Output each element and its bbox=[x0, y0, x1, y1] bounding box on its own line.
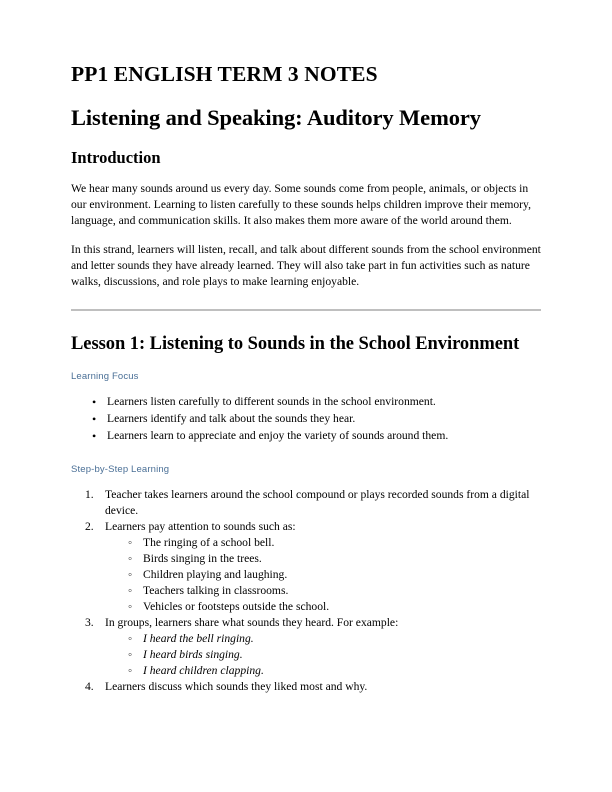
list-item: • Learners identify and talk about the sounds they hear. bbox=[71, 411, 541, 427]
step-item bbox=[71, 487, 541, 519]
step-text: In groups, learners share what sounds they heard. For example: bbox=[105, 616, 399, 630]
learning-focus-label: Learning Focus bbox=[71, 371, 139, 383]
step-item bbox=[71, 615, 541, 679]
document-subtitle: Listening and Speaking: Auditory Memory bbox=[71, 104, 481, 130]
step-item bbox=[71, 519, 541, 615]
step-text: Learners pay attention to sounds such as: bbox=[105, 520, 296, 534]
sub-list-item: ◦ I heard children clapping. bbox=[105, 663, 541, 679]
sub-list-item: ◦ The ringing of a school bell. bbox=[105, 535, 541, 551]
step-text: Teacher takes learners around the school compound or plays recorded sounds from a digital device. bbox=[105, 488, 530, 518]
sub-list-item: ◦ Children playing and laughing. bbox=[105, 567, 541, 583]
list-item: • Learners listen carefully to different sounds in the school environment. bbox=[71, 394, 541, 410]
step-sublist-examples bbox=[105, 631, 541, 679]
step-by-step-label: Step-by-Step Learning bbox=[71, 464, 170, 476]
step-item bbox=[71, 679, 541, 695]
sub-list-item: ◦ I heard birds singing. bbox=[105, 647, 541, 663]
document-title: PP1 ENGLISH TERM 3 NOTES bbox=[71, 62, 378, 86]
list-item: • Learners learn to appreciate and enjoy the variety of sounds around them. bbox=[71, 428, 541, 444]
section-divider bbox=[71, 309, 541, 311]
step-sublist bbox=[105, 535, 541, 615]
step-by-step-list bbox=[71, 487, 541, 695]
introduction-paragraph-1: We hear many sounds around us every day. Some sounds come from people, animals, or objects in our environment. Learning to listen carefully to these sounds helps children improve their memory, language, and communication skills. It also makes them more aware of the world around them. bbox=[71, 182, 531, 228]
sub-list-item: ◦ Birds singing in the trees. bbox=[105, 551, 541, 567]
sub-list-item: ◦ I heard the bell ringing. bbox=[105, 631, 541, 647]
introduction-heading: Introduction bbox=[71, 147, 161, 167]
sub-list-item: ◦ Teachers talking in classrooms. bbox=[105, 583, 541, 599]
introduction-paragraph-2: In this strand, learners will listen, recall, and talk about different sounds from the school environment and letter sounds they have already learned. They will also take part in fun activities such as nature walks, discussions, and role plays to make learning enjoyable. bbox=[71, 243, 541, 289]
step-text: Learners discuss which sounds they liked most and why. bbox=[105, 680, 368, 694]
learning-focus-list bbox=[71, 394, 541, 444]
sub-list-item: ◦ Vehicles or footsteps outside the school. bbox=[105, 599, 541, 615]
lesson-heading: Lesson 1: Listening to Sounds in the School Environment bbox=[71, 334, 520, 355]
